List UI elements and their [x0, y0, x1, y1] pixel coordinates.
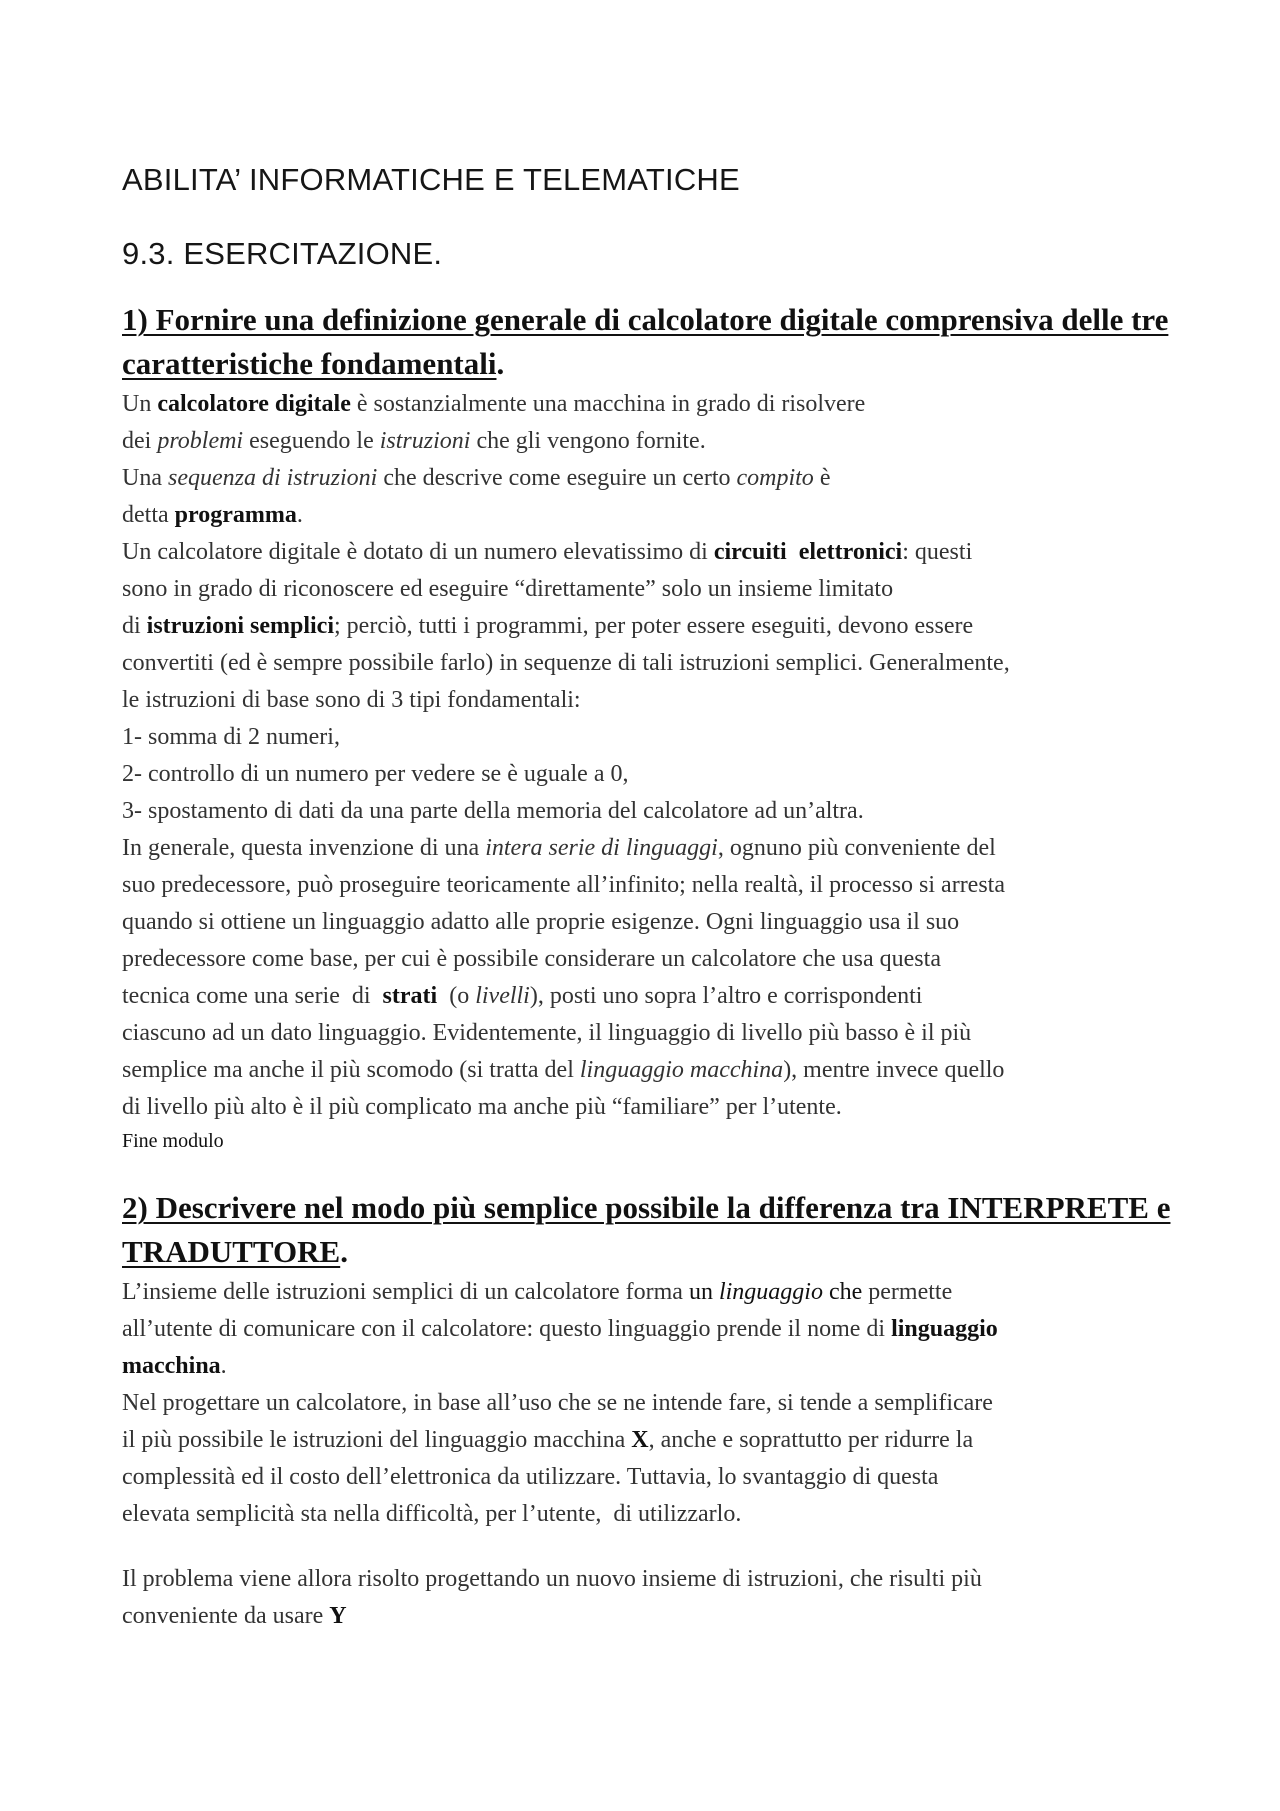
answer-1-line: sono in grado di riconoscere ed eseguire “direttamente” solo un insieme limitato: [122, 576, 894, 602]
question-2-title: 2) Descrivere nel modo più semplice possibile la differenza tra INTERPRETE e TRADUTTORE: [122, 1190, 1171, 1269]
answer-1-line: di livello più alto è il più complicato ma anche più “familiare” per l’utente.: [122, 1094, 842, 1120]
answer-2-line: Nel progettare un calcolatore, in base all’uso che se ne intende fare, si tende a semplificare: [122, 1390, 993, 1416]
answer-1-line: semplice ma anche il più scomodo (si tratta del linguaggio macchina), mentre invece quello: [122, 1057, 1005, 1083]
answer-2: [122, 1274, 1182, 1635]
answer-2-line: macchina.: [122, 1353, 227, 1379]
answer-1-line: Un calcolatore digitale è sostanzialmente una macchina in grado di risolvere: [122, 391, 866, 417]
answer-1-line: di istruzioni semplici; perciò, tutti i programmi, per poter essere eseguiti, devono essere: [122, 613, 974, 639]
answer-2-line: conveniente da usare Y: [122, 1603, 347, 1629]
answer-1-line: In generale, questa invenzione di una intera serie di linguaggi, ognuno più conveniente del: [122, 835, 996, 861]
answer-2-line: L’insieme delle istruzioni semplici di un calcolatore forma un linguaggio che permette: [122, 1279, 953, 1305]
answer-2-line: Il problema viene allora risolto progettando un nuovo insieme di istruzioni, che risulti più: [122, 1566, 982, 1592]
list-item: 3- spostamento di dati da una parte della memoria del calcolatore ad un’altra.: [122, 798, 864, 824]
answer-1-line: Un calcolatore digitale è dotato di un numero elevatissimo di circuiti elettronici: questi: [122, 539, 973, 565]
list-item: 1- somma di 2 numeri,: [122, 724, 340, 750]
document-page: [122, 150, 1182, 1635]
document-title: ABILITA’ INFORMATICHE E TELEMATICHE: [122, 162, 740, 197]
answer-2-line: complessità ed il costo dell’elettronica da utilizzare. Tuttavia, lo svantaggio di questa: [122, 1464, 939, 1490]
document-subtitle: 9.3. ESERCITAZIONE.: [122, 236, 443, 271]
answer-1-line: le istruzioni di base sono di 3 tipi fondamentali:: [122, 687, 581, 713]
question-1-title-end: .: [496, 346, 505, 381]
answer-1-line: quando si ottiene un linguaggio adatto alle proprie esigenze. Ogni linguaggio usa il suo: [122, 909, 960, 935]
answer-1: [122, 386, 1182, 1156]
question-1-title: 1) Fornire una definizione generale di calcolatore digitale comprensiva delle tre caratteristiche fondamentali: [122, 302, 1169, 381]
question-2-title-end: .: [340, 1234, 348, 1269]
answer-2-line: elevata semplicità sta nella difficoltà, per l’utente, di utilizzarlo.: [122, 1501, 742, 1527]
end-module-label: Fine modulo: [122, 1130, 224, 1152]
answer-1-line: convertiti (ed è sempre possibile farlo) in sequenze di tali istruzioni semplici. Generalmente,: [122, 650, 1010, 676]
paragraph-gap: [122, 1533, 1182, 1561]
question-1-heading: [122, 298, 1182, 386]
answer-2-line: il più possibile le istruzioni del linguaggio macchina X, anche e soprattutto per ridurre la: [122, 1427, 974, 1453]
answer-1-line: ciascuno ad un dato linguaggio. Evidentemente, il linguaggio di livello più basso è il più: [122, 1020, 972, 1046]
answer-1-line: predecessore come base, per cui è possibile considerare un calcolatore che usa questa: [122, 946, 941, 972]
answer-1-line: suo predecessore, può proseguire teoricamente all’infinito; nella realtà, il processo si arresta: [122, 872, 1005, 898]
question-2-heading: [122, 1186, 1182, 1274]
answer-2-line: all’utente di comunicare con il calcolatore: questo linguaggio prende il nome di linguaggio: [122, 1316, 998, 1342]
answer-1-line: detta programma.: [122, 502, 303, 528]
answer-1-line: tecnica come una serie di strati (o livelli), posti uno sopra l’altro e corrispondenti: [122, 983, 923, 1009]
answer-1-line: dei problemi eseguendo le istruzioni che gli vengono fornite.: [122, 428, 706, 454]
list-item: 2- controllo di un numero per vedere se è uguale a 0,: [122, 761, 629, 787]
answer-1-line: Una sequenza di istruzioni che descrive come eseguire un certo compito è: [122, 465, 831, 491]
